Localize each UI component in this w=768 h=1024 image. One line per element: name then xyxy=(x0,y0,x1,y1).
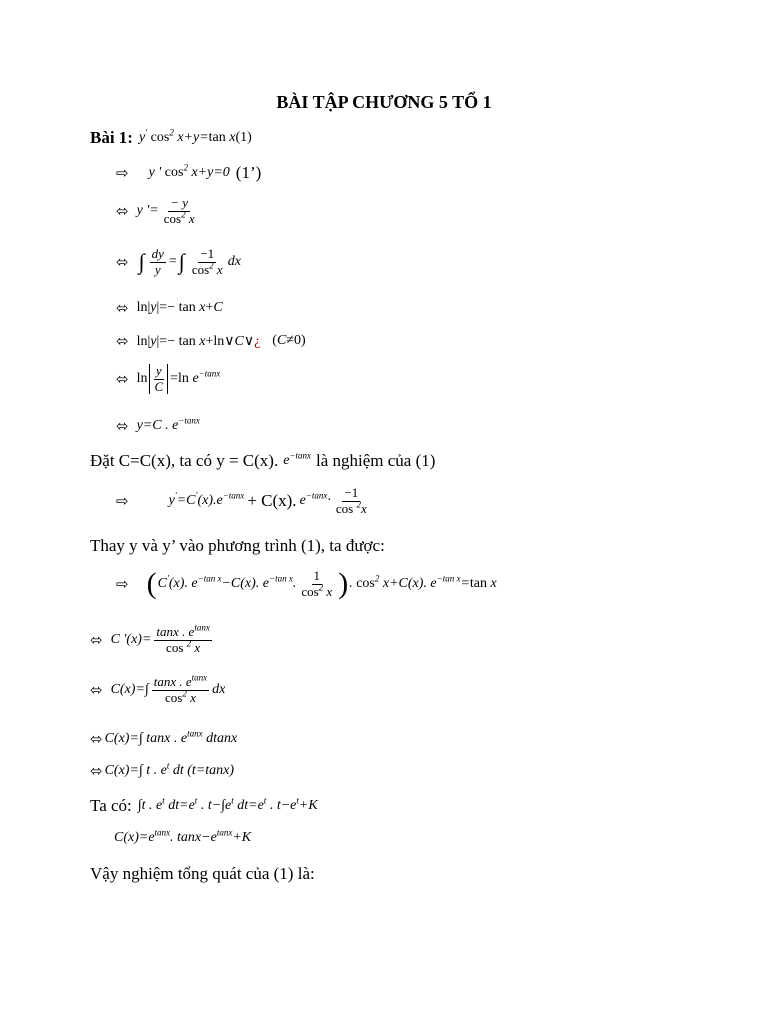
step-homogeneous xyxy=(116,163,261,183)
step-c-dtan: ⬄ C(x)=∫ tanx . $e^{tanx}$ dtanx xyxy=(90,728,238,748)
step-c-integral: ⬄ C(x)=∫ $\frac{\tan x . e^{tanx}}{\cos^2 x}$ dx xyxy=(90,672,226,705)
ta-co-label: Ta có: xyxy=(90,796,132,815)
equation-main: y' $\cos^2 x+y=\tan$ x(1) xyxy=(138,127,252,145)
replace-text: Thay y và y’ vào phương trình (1), ta được: xyxy=(90,536,385,555)
bai1-line xyxy=(90,128,252,148)
bai1-label: Bài 1: xyxy=(90,128,133,147)
conclusion-line xyxy=(90,864,315,884)
equivalent-arrow-icon: ⬄ xyxy=(116,332,129,350)
cx-text: + C(x). xyxy=(247,491,297,511)
equivalent-arrow-icon: ⬄ xyxy=(90,762,103,780)
equivalent-arrow-icon: ⬄ xyxy=(90,681,103,700)
substitution-text: Đặt C=C(x), ta có y = C(x). xyxy=(90,451,279,470)
conclusion-text: Vậy nghiệm tổng quát của (1) là: xyxy=(90,864,315,883)
replace-line xyxy=(90,536,385,556)
equivalent-arrow-icon: ⬄ xyxy=(116,299,129,317)
equivalent-arrow-icon: ⬄ xyxy=(116,417,129,435)
step-general-homog: ⬄ y=C . $e^{-tanx}$ xyxy=(116,415,200,435)
step-derivative: ⬄ y '= $\frac{- y}{\cos^2 x}$ xyxy=(116,195,195,226)
equivalent-arrow-icon: ⬄ xyxy=(90,730,103,748)
step-log-constant: ⬄ ln|y|=− tan x+ln∨C∨¿ (C≠0) xyxy=(116,332,306,350)
substitution-line: Đặt C=C(x), ta có y = C(x). $e^{-tanx}$ là nghiệm của (1) xyxy=(90,450,436,470)
ta-co-line: Ta có: ∫t . $e^t$ $dt=e^t$ . $t-\int e^t$ $dt=e^t$ . $t-e^t+K$ xyxy=(90,795,318,815)
implies-arrow-icon: ⇨ xyxy=(116,575,129,594)
step-log-ratio: ⬄ ln $\frac{y}{C}$ =ln $e^{-tanx}$ xyxy=(116,363,221,394)
implies-arrow-icon: ⇨ xyxy=(116,492,129,511)
equivalent-arrow-icon: ⬄ xyxy=(116,253,129,272)
step-c-result: $C(x)=e^{tanx}$. $\tan x-e^{tanx}+K$ xyxy=(114,827,252,845)
equivalent-arrow-icon: ⬄ xyxy=(116,202,129,221)
equivalent-arrow-icon: ⬄ xyxy=(116,370,129,389)
equation-homogeneous: y ' $\cos^2 x+y=0$ xyxy=(148,162,230,180)
implies-arrow-icon: ⇨ xyxy=(116,164,129,182)
step-integral: ⬄ ∫ $\frac{dy}{y}$ = ∫ $\frac{-1}{\cos^2 x}$ dx xyxy=(116,246,241,277)
equation-tag: (1’) xyxy=(235,163,262,182)
page-title: BÀI TẬP CHƯƠNG 5 TỔ 1 xyxy=(276,92,492,112)
step-c-prime: ⬄ C '(x)= $\frac{\tan x . e^{tanx}}{\cos ^2 x}$ xyxy=(90,622,210,655)
equivalent-arrow-icon: ⬄ xyxy=(90,631,103,650)
step-substituted-equation: ⇨ ( C'(x). $e^{-tan x}-C(x)$. $e^{-tan x}$. $\frac{1}{\cos^2 x}$ ) . $\cos^2 x+C(x)$. $e^{-tan x}=\tan$ x xyxy=(116,567,497,601)
step-derivative-substituted: ⇨ $y'=C'(x).e^{-tanx}$ + C(x). $e^{-tanx}\cdot$ $\frac{-1}{\cos ^2x}$ xyxy=(116,485,367,516)
substitution-text-2: là nghiệm của (1) xyxy=(316,451,436,470)
step-log: ⬄ ln|y|=− tan x+C xyxy=(116,299,223,317)
step-c-t: ⬄ C(x)=∫ t . $e^t$ dt (t=tanx) xyxy=(90,760,235,780)
